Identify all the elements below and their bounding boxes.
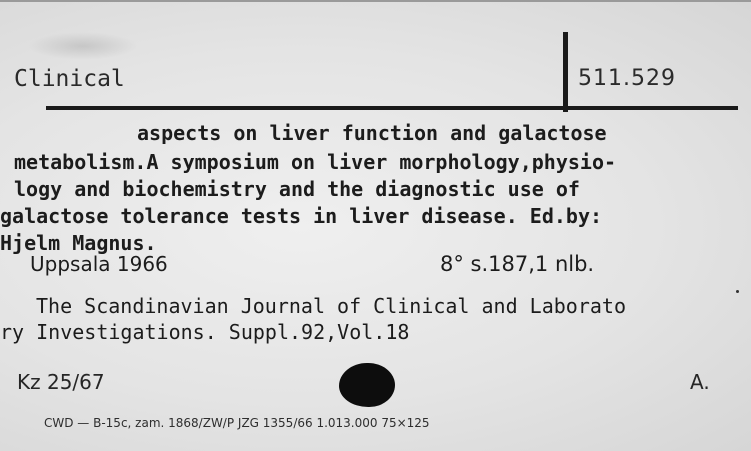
series-line: The Scandinavian Journal of Clinical and Laborato	[36, 294, 627, 318]
printer-line: CWD — B-15c, zam. 1868/ZW/P JZG 1355/66 1.013.000 75×125	[44, 416, 430, 430]
horizontal-rule	[46, 106, 738, 110]
punch-hole-icon	[339, 363, 395, 407]
body-line: metabolism.A symposium on liver morphology,physio-	[14, 150, 617, 174]
series-line: ry Investigations. Suppl.92,Vol.18	[0, 320, 410, 344]
class-number: 511.529	[578, 66, 676, 91]
body-line: aspects on liver function and galactose	[137, 121, 607, 145]
catalog-code: Kz 25/67	[17, 370, 105, 394]
format-pages: 8° s.187,1 nlb.	[440, 252, 595, 276]
vertical-rule	[563, 32, 568, 112]
body-line: logy and biochemistry and the diagnostic use of	[14, 177, 580, 201]
ink-smudge	[28, 32, 138, 60]
card-mark: A.	[690, 370, 710, 394]
body-line: Hjelm Magnus.	[0, 231, 157, 255]
body-line: galactose tolerance tests in liver disease. Ed.by:	[0, 204, 603, 228]
card-category: Clinical	[14, 66, 125, 92]
place-year: Uppsala 1966	[30, 252, 168, 276]
edge-dot	[736, 290, 739, 293]
